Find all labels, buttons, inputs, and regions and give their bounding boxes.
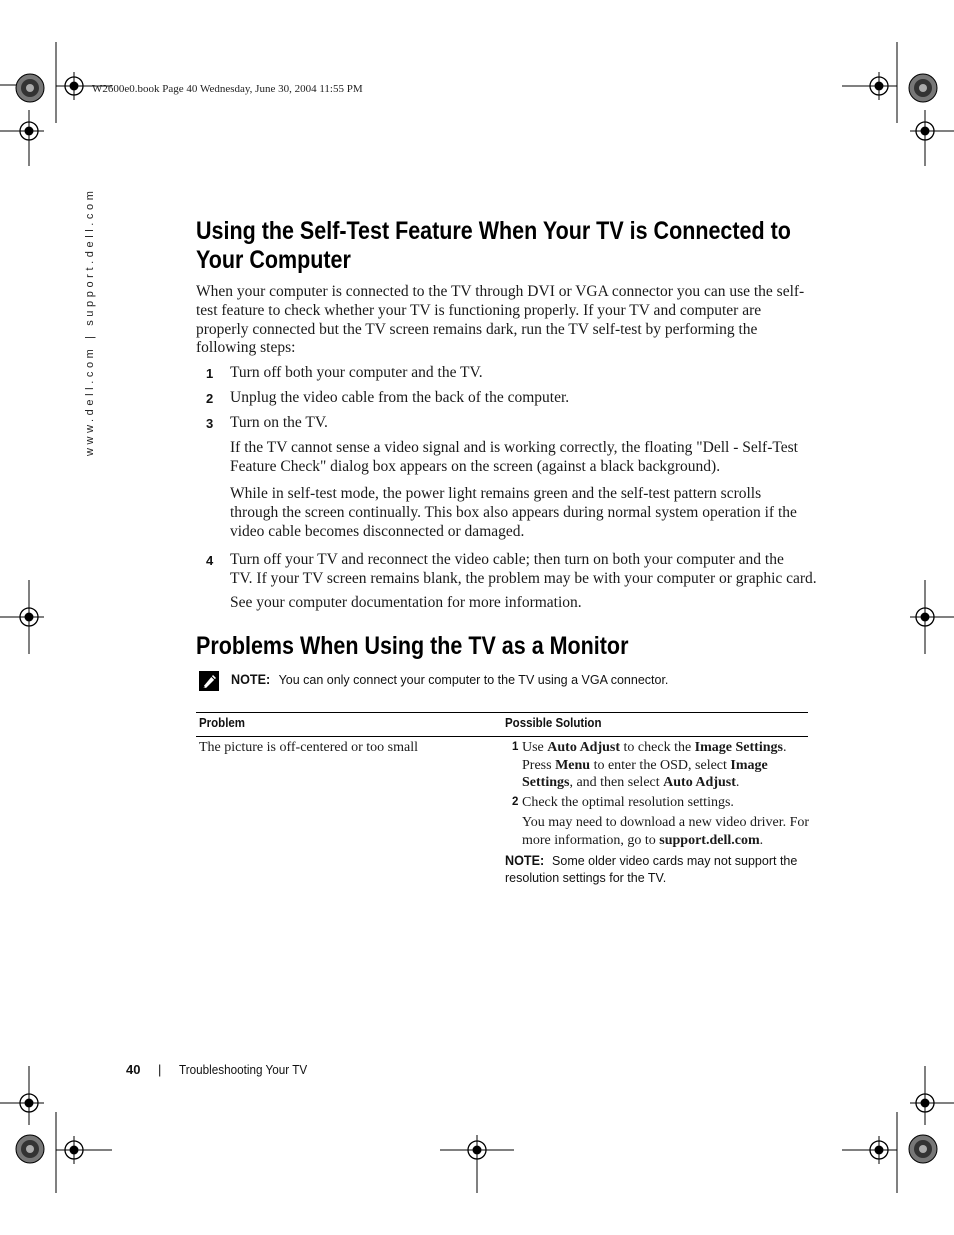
table-header-rule [196,736,808,737]
step4-paragraph: See your computer documentation for more information. [230,594,582,611]
solution-1 [522,739,812,792]
note [231,671,668,689]
table-header-problem: Problem [199,716,246,730]
step3-paragraph-1 [230,439,830,477]
solution-2-extra-line: more information, go to support.dell.com. [522,832,764,848]
step3-paragraph-2 [230,485,830,541]
solution-2-extra-line: You may need to download a new video driver. For [522,815,810,830]
intro-line: following steps: [196,339,296,357]
solution-1-line-3: Settings, and then select Auto Adjust. [522,775,740,790]
para-line: through the screen continually. This box also appears during normal system operation if the [230,503,797,521]
support-link[interactable]: support.dell.com [659,832,760,848]
para-line: video cable becomes disconnected or damaged. [230,522,525,540]
page-number: 40 [126,1062,141,1077]
table-note-line: resolution settings for the TV. [505,871,667,885]
solution-1-line-1: Use Auto Adjust to check the Image Settings. [522,740,787,755]
para-line: Feature Check" dialog box appears on the screen (against a black background). [230,457,721,475]
intro-paragraph [196,283,836,358]
section-title-self-test [196,217,798,275]
step-number: 2 [206,391,214,406]
step-text: Unplug the video cable from the back of the computer. [230,389,570,406]
solution-number: 1 [512,741,519,753]
title-line-1: Using the Self-Test Feature When Your TV is Connected to [196,217,791,245]
intro-line: properly connected but the TV screen remains dark, run the TV self-test by performing the [196,320,758,338]
intro-line: test feature to check whether your TV is functioning properly. If your TV and computer are [196,301,762,319]
para-line: While in self-test mode, the power light remains green and the self-test pattern scrolls [230,485,762,502]
title-line-2: Your Computer [196,246,351,274]
print-header: W2600e0.book Page 40 Wednesday, June 30, 2004 11:55 PM [92,83,363,95]
table-note [505,852,805,887]
footer-chapter: Troubleshooting Your TV [179,1062,308,1077]
footer-separator: | [158,1062,162,1077]
step-line: Turn off your TV and reconnect the video cable; then turn on both your computer and the [230,551,784,568]
step-number: 4 [206,553,214,568]
para-line: If the TV cannot sense a video signal and is working correctly, the floating "Dell - Self-Test [230,439,798,456]
step-number: 3 [206,416,214,431]
step-text: Turn on the TV. [230,414,328,431]
note-text: You can only connect your computer to the TV using a VGA connector. [278,673,669,687]
section-title-problems: Problems When Using the TV as a Monitor [196,632,629,660]
table-note-label: NOTE: [505,852,545,868]
step-number: 1 [206,366,214,381]
step-text [230,551,840,589]
side-url: www.dell.com | support.dell.com [84,187,96,456]
intro-line: When your computer is connected to the TV through DVI or VGA connector you can use the self- [196,283,805,300]
solution-2-extra [522,814,812,849]
solution-number: 2 [512,796,519,808]
note-icon [199,671,219,691]
solution-2: Check the optimal resolution settings. [522,795,734,810]
table-note-line: NOTE: Some older video cards may not support the [505,852,798,868]
solution-1-line-2: Press Menu to enter the OSD, select Image [522,757,768,773]
step-line: TV. If your TV screen remains blank, the problem may be with your computer or graphic card. [230,569,817,587]
step-text: Turn off both your computer and the TV. [230,364,483,381]
note-label: NOTE: [231,671,271,687]
table-header-solution: Possible Solution [505,716,602,730]
table-row-problem: The picture is off-centered or too small [199,740,418,755]
table-top-rule [196,712,808,713]
